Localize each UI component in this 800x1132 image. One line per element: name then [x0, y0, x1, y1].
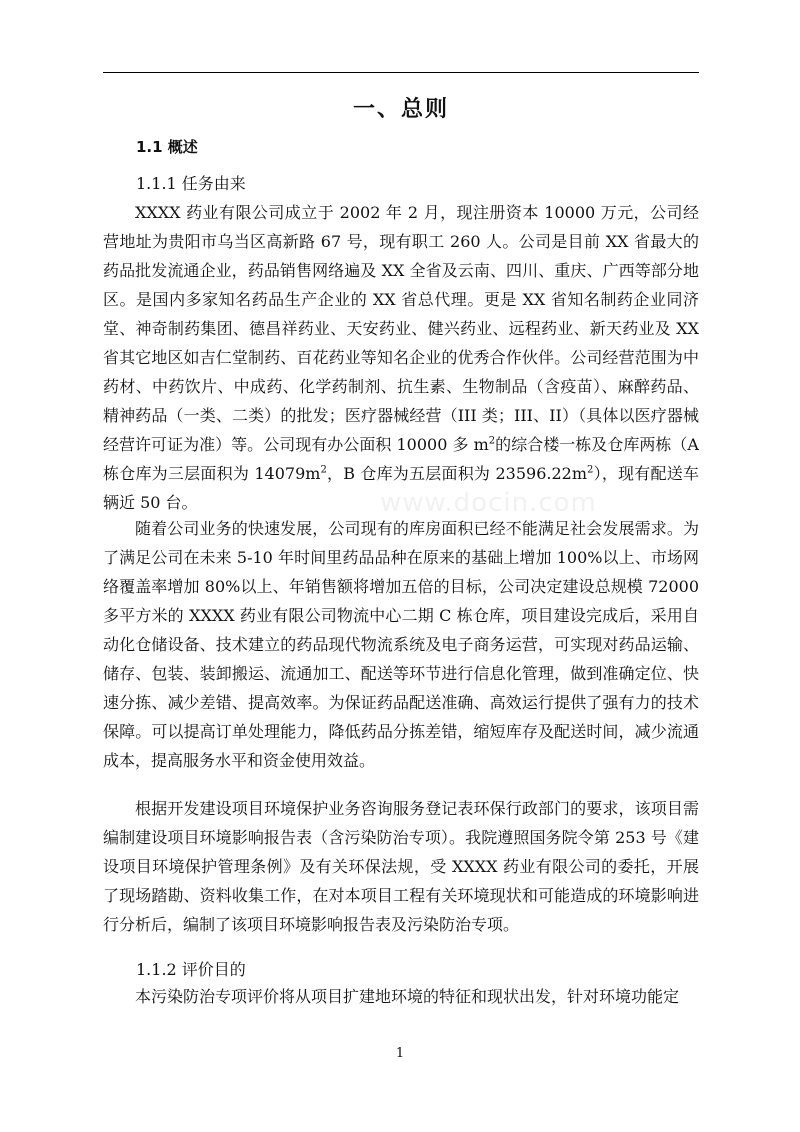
paragraph-text: 的综合楼一栋及仓库两栋（A 栋仓库为三层面积为 14079m — [103, 435, 699, 483]
paragraph-company-intro — [103, 198, 699, 517]
superscript: 2 — [488, 435, 496, 447]
paragraph-text: XXXX 药业有限公司成立于 2002 年 2 月，现注册资本 10000 万元，公司经营地址为贵阳市乌当区高新路 67 号，现有职工 260 人。公司是目前 XX 省最大的药品批发流通企业，药品销售网络遍及 XX 全省及云南、四川、重庆、广西等部分地区。是国内多家知名药品生产企业的 XX 省总代理。更是 XX 省知名制药企业同济堂、神奇制药集团、德昌祥药业、天安药业、健兴药业、远程药业、新天药业及 XX 省其它地区如吉仁堂制药、百花药业等知名企业的优秀合作伙伴。公司经营范围为中药材、中药饮片、中成药、化学药制剂、抗生素、生物制品（含疫苗）、麻醉药品、精神药品（一类、二类）的批发；医疗器械经营（III 类；III、II）（具体以医疗器械经营许可证为准）等。公司现有办公面积 10000 多 m — [103, 203, 699, 454]
paragraph-development: 随着公司业务的快速发展，公司现有的库房面积已经不能满足社会发展需求。为了满足公司在未来 5-10 年时间里药品品种在原来的基础上增加 100%以上、市场网络覆盖率增加 80%以上、年销售额将增加五倍的目标，公司决定建设总规模 72000 多平方米的 XXXX 药业有限公司物流中心二期 C 栋仓库，项目建设完成后，采用自动化仓储设备、技术建立的药品现代物流系统及电子商务运营，可实现对药品运输、储存、包装、装卸搬运、流通加工、配送等环节进行信息化管理，做到准确定位、快速分拣、减少差错、提高效率。为保证药品配送准确、高效运行提供了强有力的技术保障。可以提高订单处理能力，降低药品分拣差错，缩短库存及配送时间，减少流通成本，提高服务水平和资金使用效益。 — [103, 519, 699, 770]
paragraph-text: ，B 仓库为五层面积为 23596.22m — [326, 464, 587, 483]
superscript: 2 — [587, 464, 594, 476]
section-heading-1-1-1: 1.1.1 任务由来 — [136, 174, 246, 193]
section-heading-1-1: 1.1 概述 — [136, 138, 198, 156]
watermark: www.docin.com — [380, 488, 597, 518]
page-number: 1 — [395, 1046, 405, 1061]
paragraph-text: ），现有配送车辆近 50 台。 — [103, 464, 699, 512]
superscript: 2 — [320, 464, 327, 476]
chapter-title: 一、总则 — [352, 97, 449, 122]
paragraph-requirements: 根据开发建设项目环境保护业务咨询服务登记表环保行政部门的要求，该项目需编制建设项目环境影响报告表（含污染防治专项）。我院遵照国务院令第 253 号《建设项目环境保护管理条例》及有关环保法规，受 XXXX 药业有限公司的委托，开展了现场踏勘、资料收集工作，在对本项目工程有关环境现状和可能造成的环境影响进行分析后，编制了该项目环境影响报告表及污染防治专项。 — [103, 799, 699, 934]
header-rule — [103, 72, 699, 73]
section-heading-1-1-2: 1.1.2 评价目的 — [136, 960, 246, 979]
paragraph-evaluation-purpose: 本污染防治专项评价将从项目扩建地环境的特征和现状出发，针对环境功能定 — [135, 987, 680, 1006]
